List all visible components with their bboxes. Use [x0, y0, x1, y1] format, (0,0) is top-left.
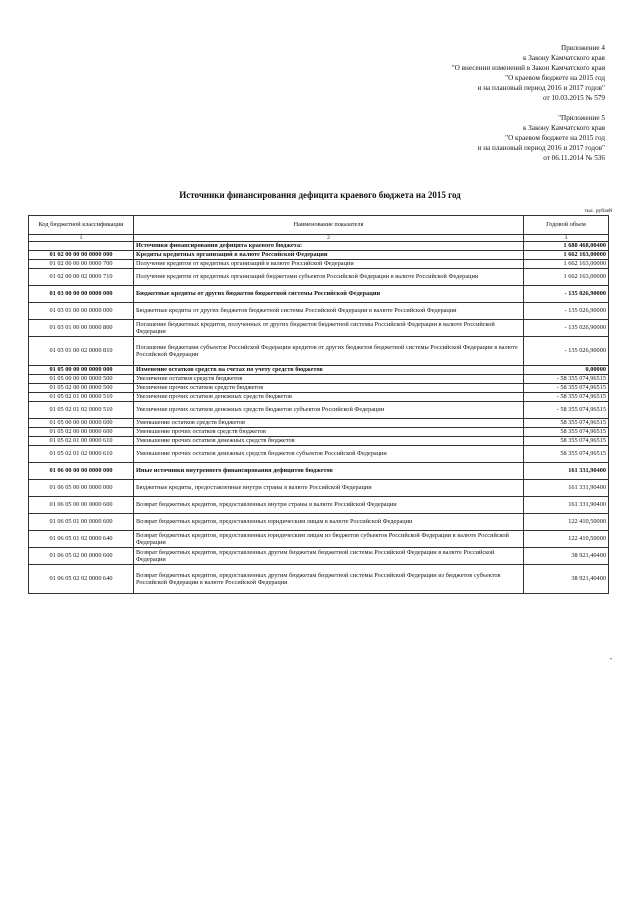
annex-5-header-line: к Закону Камчатского края — [523, 124, 605, 132]
table-header-row — [29, 216, 609, 235]
row-name-cell: Изменение остатков средств на счетах по учету средств бюджетов — [134, 366, 524, 375]
document-title: Источники финансирования дефицита краевого бюджета на 2015 год — [179, 190, 461, 200]
table-row — [29, 428, 609, 437]
row-code-cell: 01 03 01 00 02 0000 810 — [29, 337, 134, 366]
table-row — [29, 320, 609, 337]
annex-4-header — [452, 43, 605, 103]
row-amount-cell: 0,00000 — [524, 366, 609, 375]
table-row — [29, 303, 609, 320]
annex-5-header — [478, 113, 605, 163]
column-number: 1 — [29, 235, 134, 242]
row-name-cell: Уменьшение остатков средств бюджетов — [134, 419, 524, 428]
budget-sources-table — [28, 215, 609, 594]
row-amount-cell: 58 355 074,96515 — [524, 428, 609, 437]
table-body — [29, 242, 609, 594]
row-name-cell: Получение кредитов от кредитных организаций бюджетами субъектов Российской Федерации в валюте Российской Федерации — [134, 269, 524, 286]
row-code-cell: 01 05 00 00 00 0000 500 — [29, 375, 134, 384]
row-code-cell: 01 03 00 00 00 0000 000 — [29, 286, 134, 303]
table-row — [29, 393, 609, 402]
row-amount-cell: - 135 026,90000 — [524, 337, 609, 366]
row-amount-cell: - 135 026,90000 — [524, 303, 609, 320]
row-amount-cell: 161 331,90400 — [524, 463, 609, 480]
row-code-cell: 01 06 05 00 00 0000 600 — [29, 497, 134, 514]
row-amount-cell: 161 331,90400 — [524, 497, 609, 514]
row-name-cell: Уменьшение прочих остатков денежных средств бюджетов субъектов Российской Федерации — [134, 446, 524, 463]
table-row — [29, 337, 609, 366]
annex-5-header-line: "О краевом бюджете на 2015 год — [505, 134, 605, 142]
row-code-cell: 01 05 02 01 02 0000 510 — [29, 402, 134, 419]
table-row — [29, 419, 609, 428]
row-name-cell: Возврат бюджетных кредитов, предоставленных другим бюджетам бюджетной системы Российской Федерации в валюте Российской Федерации — [134, 548, 524, 565]
row-name-cell: Увеличение прочих остатков денежных средств бюджетов субъектов Российской Федерации — [134, 402, 524, 419]
row-code-cell: 01 05 02 01 00 0000 510 — [29, 393, 134, 402]
row-amount-cell: 38 921,40400 — [524, 548, 609, 565]
column-header-code: Код бюджетной классификации — [29, 216, 134, 235]
row-amount-cell: - 135 026,90000 — [524, 286, 609, 303]
row-code-cell: 01 02 00 00 02 0000 710 — [29, 269, 134, 286]
annex-5-header-line: и на плановый период 2016 и 2017 годов" — [477, 144, 605, 152]
table-row — [29, 269, 609, 286]
annex-4-header-line: Приложение 4 — [561, 44, 605, 52]
row-amount-cell: 58 355 074,96515 — [524, 446, 609, 463]
row-code-cell: 01 05 00 00 00 0000 600 — [29, 419, 134, 428]
row-code-cell: 01 06 05 01 00 0000 600 — [29, 514, 134, 531]
row-code-cell: 01 03 01 00 00 0000 800 — [29, 320, 134, 337]
row-name-cell: Увеличение прочих остатков денежных средств бюджетов — [134, 393, 524, 402]
row-code-cell: 01 05 02 01 02 0000 610 — [29, 446, 134, 463]
row-name-cell: Погашение бюджетами субъектов Российской Федерации кредитов от других бюджетов бюджетной системы Российской Федерации в валюте Российской Федерации — [134, 337, 524, 366]
annex-4-header-line: от 10.03.2015 № 579 — [542, 94, 605, 102]
table-row — [29, 402, 609, 419]
table-row — [29, 531, 609, 548]
annex-5-header-line: "Приложение 5 — [558, 114, 605, 122]
row-name-cell: Уменьшение прочих остатков средств бюджетов — [134, 428, 524, 437]
row-amount-cell: 1 662 163,00000 — [524, 251, 609, 260]
column-number-row — [29, 235, 609, 242]
closing-quote-mark: " — [609, 658, 612, 664]
column-number: 3 — [524, 235, 609, 242]
row-name-cell: Бюджетные кредиты, предоставленные внутри страны в валюте Российской Федерации — [134, 480, 524, 497]
row-code-cell: 01 05 02 00 00 0000 600 — [29, 428, 134, 437]
row-amount-cell: - 58 355 074,96515 — [524, 384, 609, 393]
row-code-cell: 01 02 00 00 00 0000 000 — [29, 251, 134, 260]
row-code-cell: 01 05 02 01 00 0000 610 — [29, 437, 134, 446]
table-row — [29, 242, 609, 251]
column-number: 2 — [134, 235, 524, 242]
row-code-cell: 01 06 05 01 02 0000 640 — [29, 531, 134, 548]
row-code-cell: 01 02 00 00 00 0000 700 — [29, 260, 134, 269]
row-code-cell: 01 03 01 00 00 0000 000 — [29, 303, 134, 320]
table-row — [29, 514, 609, 531]
row-name-cell: Возврат бюджетных кредитов, предоставленных юридическим лицам из бюджетов субъектов Российской Федерации в валюте Российской Федерации — [134, 531, 524, 548]
table-row — [29, 548, 609, 565]
row-amount-cell: - 58 355 074,96515 — [524, 375, 609, 384]
row-amount-cell: 1 688 468,00400 — [524, 242, 609, 251]
row-code-cell: 01 06 00 00 00 0000 000 — [29, 463, 134, 480]
row-name-cell: Иные источники внутреннего финансирования дефицитов бюджетов — [134, 463, 524, 480]
annex-4-header-line: "О внесении изменений в Закон Камчатского края — [451, 64, 605, 72]
row-name-cell: Бюджетные кредиты от других бюджетов бюджетной системы Российской Федерации — [134, 286, 524, 303]
row-name-cell: Возврат бюджетных кредитов, предоставленных юридическим лицам в валюте Российской Федерации — [134, 514, 524, 531]
row-name-cell: Уменьшение прочих остатков денежных средств бюджетов — [134, 437, 524, 446]
row-amount-cell: 122 410,50000 — [524, 531, 609, 548]
row-name-cell: Погашение бюджетных кредитов, полученных от других бюджетов бюджетной системы Российской Федерации в валюте Российской Федерации — [134, 320, 524, 337]
table-row — [29, 565, 609, 594]
row-amount-cell: 58 355 074,96515 — [524, 419, 609, 428]
table-row — [29, 375, 609, 384]
row-code-cell: 01 06 05 02 02 0000 640 — [29, 565, 134, 594]
table-row — [29, 286, 609, 303]
row-code-cell: 01 06 05 02 00 0000 600 — [29, 548, 134, 565]
row-amount-cell: 1 662 163,00000 — [524, 269, 609, 286]
row-amount-cell: 161 331,90400 — [524, 480, 609, 497]
row-amount-cell: 122 410,50000 — [524, 514, 609, 531]
row-name-cell: Источники финансирования дефицита краевого бюджета: — [134, 242, 524, 251]
row-amount-cell: 38 921,40400 — [524, 565, 609, 594]
annex-4-header-line: и на плановый период 2016 и 2017 годов" — [477, 84, 605, 92]
row-code-cell: 01 06 05 00 00 0000 000 — [29, 480, 134, 497]
row-amount-cell: - 58 355 074,96515 — [524, 393, 609, 402]
table-row — [29, 251, 609, 260]
row-amount-cell: 1 662 163,00000 — [524, 260, 609, 269]
row-name-cell: Увеличение прочих остатков средств бюджетов — [134, 384, 524, 393]
row-name-cell: Увеличение остатков средств бюджетов — [134, 375, 524, 384]
annex-4-header-line: к Закону Камчатского края — [523, 54, 605, 62]
row-name-cell: Возврат бюджетных кредитов, предоставленных другим бюджетам бюджетной системы Российской Федерации из бюджетов субъектов Российской Федерации в валюте Российской Федерации — [134, 565, 524, 594]
row-amount-cell: - 135 026,90000 — [524, 320, 609, 337]
table-row — [29, 446, 609, 463]
row-code-cell — [29, 242, 134, 251]
column-header-name: Наименование показателя — [134, 216, 524, 235]
annex-4-header-line: "О краевом бюджете на 2015 год — [505, 74, 605, 82]
table-row — [29, 463, 609, 480]
table-row — [29, 437, 609, 446]
row-name-cell: Кредиты кредитных организаций в валюте Российской Федерации — [134, 251, 524, 260]
row-name-cell: Возврат бюджетных кредитов, предоставленных внутри страны в валюте Российской Федерации — [134, 497, 524, 514]
row-code-cell: 01 05 02 00 00 0000 500 — [29, 384, 134, 393]
row-amount-cell: 58 355 074,96515 — [524, 437, 609, 446]
table-row — [29, 366, 609, 375]
row-name-cell: Бюджетные кредиты от других бюджетов бюджетной системы Российской Федерации в валюте Российской Федерации — [134, 303, 524, 320]
row-amount-cell: - 58 355 074,96515 — [524, 402, 609, 419]
table-row — [29, 480, 609, 497]
table-row — [29, 384, 609, 393]
table-row — [29, 497, 609, 514]
annex-5-header-line: от 06.11.2014 № 536 — [543, 154, 605, 162]
column-header-amount: Годовой объем — [524, 216, 609, 235]
table-row — [29, 260, 609, 269]
row-code-cell: 01 05 00 00 00 0000 000 — [29, 366, 134, 375]
row-name-cell: Получение кредитов от кредитных организаций в валюте Российской Федерации — [134, 260, 524, 269]
units-label: тыс. рублей — [584, 208, 612, 214]
